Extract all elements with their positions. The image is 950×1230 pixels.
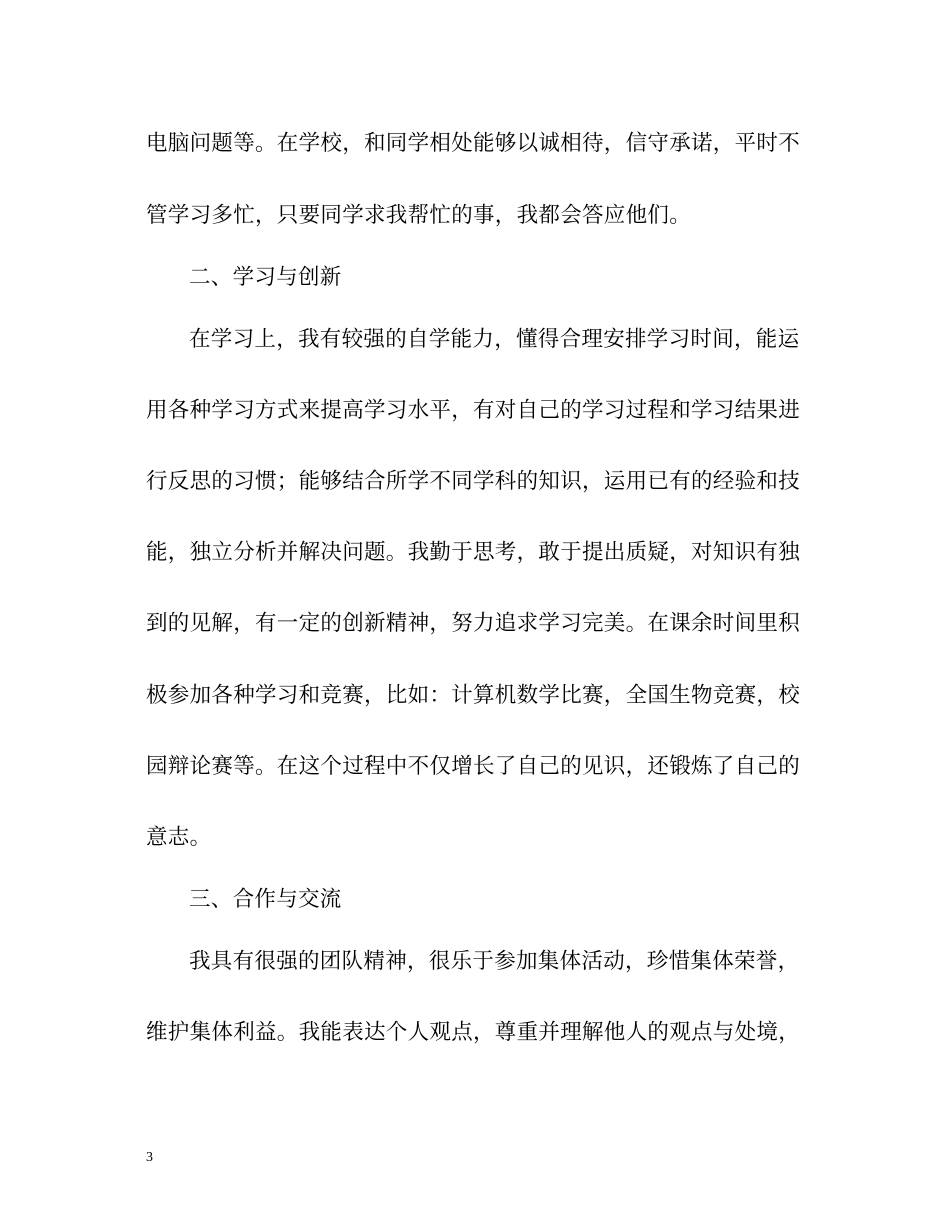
paragraph-line: 维护集体利益。我能表达个人观点，尊重并理解他人的观点与处境， <box>146 1020 801 1045</box>
paragraph-line: 我具有很强的团队精神，很乐于参加集体活动，珍惜集体荣誉， <box>189 949 800 974</box>
paragraph-line: 到的见解，有一定的创新精神，努力追求学习完美。在课余时间里积 <box>146 611 801 636</box>
paragraph-line: 极参加各种学习和竞赛，比如：计算机数学比赛，全国生物竞赛，校 <box>146 683 801 708</box>
paragraph-line: 用各种学习方式来提高学习水平，有对自己的学习过程和学习结果进 <box>146 398 801 423</box>
paragraph-line: 电脑问题等。在学校，和同学相处能够以诚相待，信守承诺，平时不 <box>146 131 801 156</box>
section-heading: 二、学习与创新 <box>189 265 342 290</box>
paragraph-line: 管学习多忙，只要同学求我帮忙的事，我都会答应他们。 <box>146 203 692 228</box>
section-heading: 三、合作与交流 <box>189 887 342 912</box>
page-number: 3 <box>146 1150 153 1165</box>
paragraph-line: 能，独立分析并解决问题。我勤于思考，敢于提出质疑，对知识有独 <box>146 540 801 565</box>
paragraph-line: 在学习上，我有较强的自学能力，懂得合理安排学习时间，能运 <box>189 327 800 352</box>
paragraph-line: 园辩论赛等。在这个过程中不仅增长了自己的见识，还锻炼了自己的 <box>146 754 801 779</box>
paragraph-line: 行反思的习惯；能够结合所学不同学科的知识，运用已有的经验和技 <box>146 469 801 494</box>
paragraph-line: 意志。 <box>146 825 212 850</box>
